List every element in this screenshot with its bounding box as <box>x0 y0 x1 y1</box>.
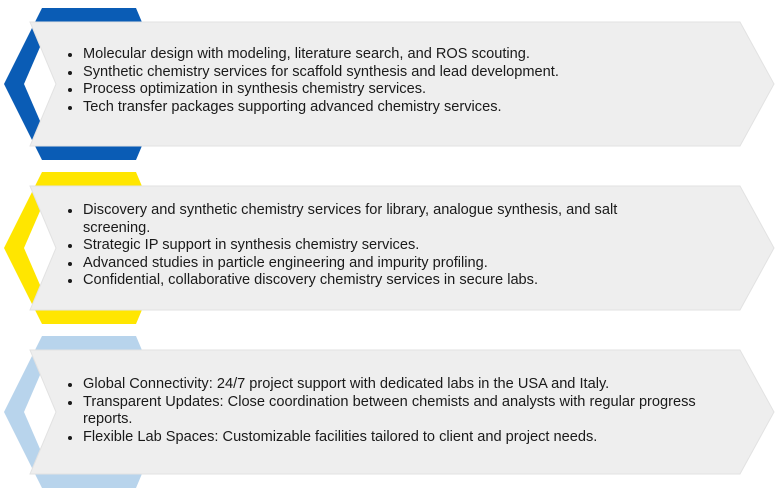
list-item: Synthetic chemistry services for scaffold synthesis and lead development. <box>66 64 726 82</box>
list-item: Tech transfer packages supporting advanced chemistry services. <box>66 99 726 117</box>
list-item: Advanced studies in particle engineering and impurity profiling. <box>66 255 676 273</box>
list-item: Global Connectivity: 24/7 project support with dedicated labs in the USA and Italy. <box>66 376 696 394</box>
bullet-list <box>66 46 726 116</box>
list-item: Confidential, collaborative discovery chemistry services in secure labs. <box>66 272 676 290</box>
list-item: Strategic IP support in synthesis chemistry services. <box>66 237 676 255</box>
list-item: Transparent Updates: Close coordination between chemists and analysts with regular progress reports. <box>66 394 696 429</box>
service-panel-molecular-design <box>0 8 778 160</box>
list-item: Process optimization in synthesis chemistry services. <box>66 81 726 99</box>
list-item: Molecular design with modeling, literature search, and ROS scouting. <box>66 46 726 64</box>
service-panel-discovery-chemistry <box>0 172 778 324</box>
bullet-list <box>66 202 676 290</box>
service-panel-global-connectivity <box>0 336 778 488</box>
list-item: Discovery and synthetic chemistry services for library, analogue synthesis, and salt screening. <box>66 202 676 237</box>
bullet-list <box>66 376 696 446</box>
list-item: Flexible Lab Spaces: Customizable facilities tailored to client and project needs. <box>66 429 696 447</box>
